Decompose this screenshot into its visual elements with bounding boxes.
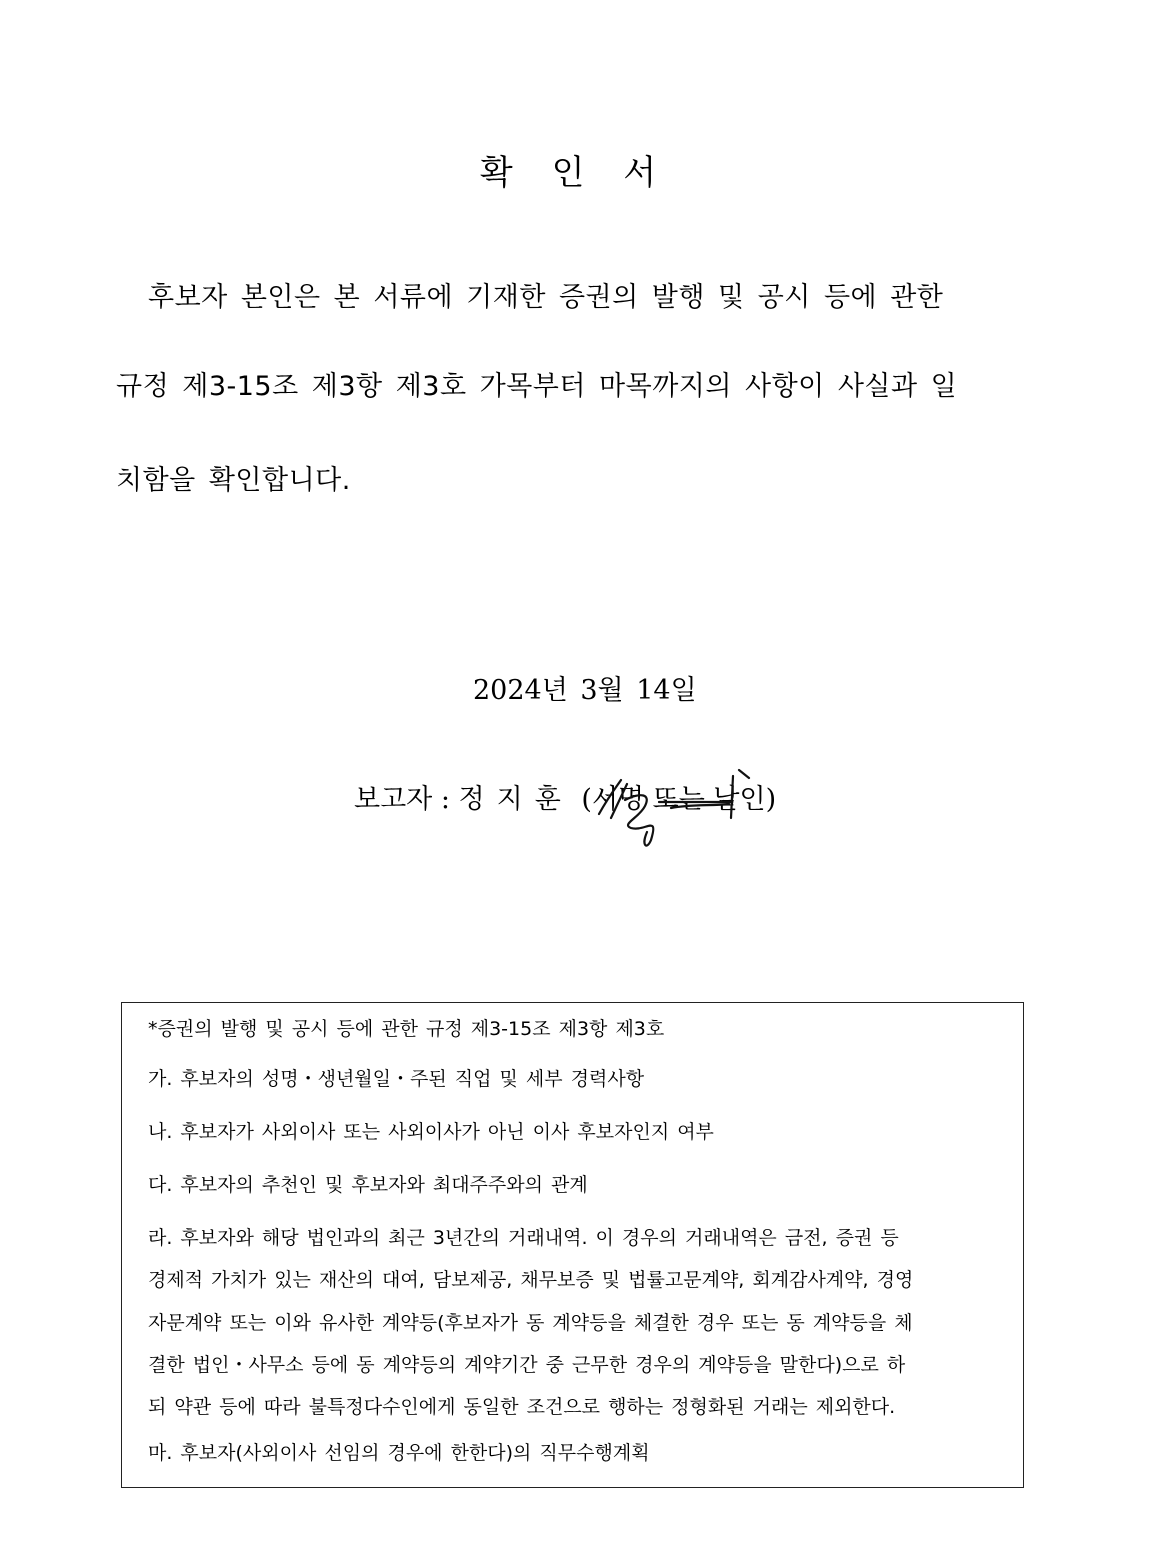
note-item-ra-line-3: 자문계약 또는 이와 유사한 계약등(후보자가 동 계약등을 체결한 경우 또는 동 계약등을 체 (148, 1312, 913, 1334)
note-item-ma: 마. 후보자(사외이사 선임의 경우에 한한다)의 직무수행계획 (148, 1442, 650, 1464)
note-item-na: 나. 후보자가 사외이사 또는 사외이사가 아닌 이사 후보자인지 여부 (148, 1121, 714, 1143)
reporter-name-char-3: 훈 (534, 784, 561, 815)
seal-area (581, 780, 776, 820)
note-heading: *증권의 발행 및 공시 등에 관한 규정 제3-15조 제3항 제3호 (148, 1018, 665, 1040)
document-title: 확 인 서 (479, 153, 671, 193)
body-text-line-1: 후보자 본인은 본 서류에 기재한 증권의 발행 및 공시 등에 관한 (148, 282, 944, 313)
seal-note: (서명 또는 날인) (581, 784, 777, 815)
reporter-label: 보고자 : (354, 784, 450, 815)
note-item-ra-line-4: 결한 법인・사무소 등에 동 계약등의 계약기간 중 근무한 경우의 계약등을 말한다)으로 하 (148, 1354, 906, 1376)
body-text-line-3: 치함을 확인합니다. (116, 465, 351, 496)
document-date: 2024년 3월 14일 (473, 675, 697, 706)
reporter-name-char-1: 정 (458, 784, 485, 815)
note-item-ra-line-5: 되 약관 등에 따라 불특정다수인에게 동일한 조건으로 행하는 정형화된 거래는 제외한다. (148, 1396, 896, 1418)
reporter-line (354, 780, 776, 820)
regulation-note-box (121, 1002, 1024, 1488)
note-item-ga: 가. 후보자의 성명・생년월일・주된 직업 및 세부 경력사항 (148, 1068, 645, 1090)
body-text-line-2: 규정 제3-15조 제3항 제3호 가목부터 마목까지의 사항이 사실과 일 (116, 371, 958, 402)
note-item-ra-line-1: 라. 후보자와 해당 법인과의 최근 3년간의 거래내역. 이 경우의 거래내역은 금전, 증권 등 (148, 1227, 899, 1249)
reporter-name (459, 784, 582, 815)
reporter-name-char-2: 지 (496, 784, 523, 815)
note-item-ra-line-2: 경제적 가치가 있는 재산의 대여, 담보제공, 채무보증 및 법률고문계약, 회계감사계약, 경영 (148, 1269, 914, 1291)
note-item-da: 다. 후보자의 추천인 및 후보자와 최대주주와의 관계 (148, 1174, 588, 1196)
